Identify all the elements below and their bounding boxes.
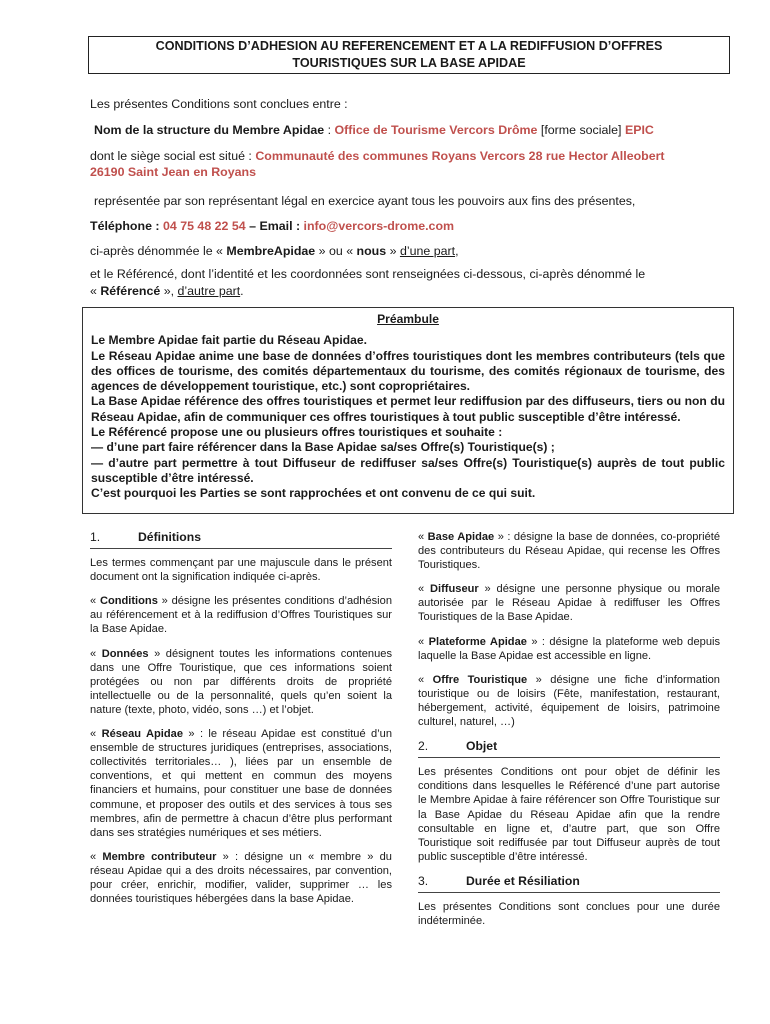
title-line-1: CONDITIONS D’ADHESION AU REFERENCEMENT ET A LA REDIFFUSION D’OFFRES <box>155 39 663 53</box>
preamble-p7: C’est pourquoi les Parties se sont rapprochées et ont convenu de ce qui suit. <box>91 486 536 501</box>
definition-text: » désigne une personne physique ou morale autorisée par le Réseau Apidae à rediffuser les Offres Touristiques de la Base Apidae. <box>418 583 720 624</box>
document-title <box>88 36 730 74</box>
phone-value: 04 75 48 22 54 <box>162 219 246 233</box>
preamble-p6: — d’autre part permettre à tout Diffuseur de rediffuser sa/ses Offre(s) Touristique(s) auprès de tout public susceptible d’être intéressé. <box>91 455 725 485</box>
member-name-value: Office de Tourisme Vercors Drôme <box>334 123 538 137</box>
definitions-intro: Les termes commençant par une majuscule dans le présent document ont la signification indiquée ci-après. <box>90 557 392 584</box>
referenced-end: . <box>240 284 244 298</box>
designation-post: » <box>386 244 400 258</box>
designation-part: d’une part <box>399 244 456 258</box>
definition-item: « Base Apidae » : désigne la base de données, co-propriété des contributeurs du Réseau Apidae, qui recense les Offres Touristiques. <box>418 531 720 572</box>
intro-text: Les présentes Conditions sont conclues entre : <box>90 97 348 111</box>
definition-text: » : désigne la base de données, co-propriété des contributeurs du Réseau Apidae, qui recense les Offres Touristiques. <box>418 531 720 572</box>
section-title: Définitions <box>138 530 201 544</box>
section-duree-heading <box>418 874 720 893</box>
referenced-part: d’autre part <box>177 284 241 298</box>
preamble-box <box>82 307 734 514</box>
referenced-pre: « <box>90 284 101 298</box>
represented-text: représentée par son représentant légal en exercice ayant tous les pouvoirs aux fins des présentes, <box>94 194 636 208</box>
left-column <box>90 530 392 916</box>
objet-text: Les présentes Conditions ont pour objet de définir les conditions dans lesquelles le Référencé d’une part autorise le Membre Apidae à faire référencer son Offre Touristique sur la Base Apidae du Réseau Apidae afin que la rendre consultable en ligne et, d’autre part, que son Offre Touristique soit rediffusée par tout Diffuseur auprès de tout public susceptible d’être intéressé. <box>418 766 720 863</box>
referenced-line-2 <box>90 283 244 299</box>
email-value: info@vercors-drome.com <box>303 219 455 233</box>
designation-mid: » ou « <box>315 244 357 258</box>
definition-item: « Offre Touristique » désigne une fiche d’information touristique ou de loisirs (Fête, manifestation, restaurant, hébergement, activité, équipement de loisirs, patrimoine culturel, naturel, …) <box>418 673 720 729</box>
designation-nous: nous <box>356 244 387 258</box>
definition-term: Données <box>101 647 149 660</box>
member-seat-line <box>90 148 665 164</box>
duree-text: Les présentes Conditions sont conclues pour une durée indéterminée. <box>418 900 720 928</box>
section-objet-heading <box>418 739 720 758</box>
member-seat-value-2: 26190 Saint Jean en Royans <box>90 165 256 179</box>
preamble-p4: Le Référencé propose une ou plusieurs offres touristiques et souhaite : <box>91 425 503 440</box>
referenced-mid: », <box>160 284 178 298</box>
referenced-line-1: et le Référencé, dont l’identité et les coordonnées sont renseignées ci-dessous, ci-après dénommé le <box>90 267 646 281</box>
preamble-p2: Le Réseau Apidae anime une base de données d’offres touristiques dont les membres contributeurs (tels que des offices de tourisme, des comités départementaux du tourisme, des comités régionaux de tourisme, des agences de développement touristique, etc.) sont copropriétaires. <box>91 348 725 394</box>
preamble-p5: — d’une part faire référencer dans la Base Apidae sa/ses Offre(s) Touristique(s) ; <box>91 440 555 455</box>
preamble-title: Préambule <box>377 312 439 326</box>
definition-term: Diffuseur <box>430 583 479 596</box>
designation-member: MembreApidae <box>226 244 316 258</box>
definition-text: » : désigne un « membre » du réseau Apidae qui a des droits nécessaires, par convention, pour créer, enrichir, modifier, valider, supprimer … les données touristiques hébergées dans la base Apidae. <box>90 850 392 906</box>
right-column <box>418 530 720 938</box>
definition-item: « Réseau Apidae » : le réseau Apidae est constitué d’un ensemble de structures juridiques (entreprises, associations, collectivités territoriales… ), liées par un ensemble de conventions, et qui mettent en commun des moyens financiers et humains, pour constituer une base de données commune, et proposer des outils et des services à tous ses membres, afin de permettre à chacun d’être plus performant dans ses stratégies numériques et ses métiers. <box>90 728 392 839</box>
definition-term: Réseau Apidae <box>101 728 183 741</box>
section-number: 2. <box>418 739 429 754</box>
title-line-2: TOURISTIQUES SUR LA BASE APIDAE <box>292 56 526 70</box>
member-name-label: Nom de la structure du Membre Apidae <box>94 123 325 137</box>
definition-term: Offre Touristique <box>432 673 528 686</box>
definition-text: » : le réseau Apidae est constitué d’un ensemble de structures juridiques (entreprises, associations, collectivités territoriales… ), liées par un ensemble de conventions, et qui mettent en commun des moyens financiers et humains, pour constituer une base de données commune, et proposer des outils et des services à tous ses membres, afin de permettre à chacun d’être plus performant dans ses stratégies numériques et ses métiers. <box>90 728 392 839</box>
definition-term: Conditions <box>99 595 158 608</box>
member-seat-line-2 <box>90 164 256 180</box>
definition-text: » désignent toutes les informations contenues dans une Offre Touristique, que ces informations soient protégées ou non par différents droits de propriété intellectuelle ou de la personnalité, quels qu’en soient la nature (texte, photo, vidéo, sons …) et l’objet. <box>90 647 392 716</box>
member-seat-label: dont le siège social est situé : <box>90 149 252 163</box>
referenced-bold: Référencé <box>100 284 161 298</box>
definition-text: » : désigne la plateforme web depuis laquelle la Base Apidae est accessible en ligne. <box>418 635 720 662</box>
definition-item: « Conditions » désigne les présentes conditions d’adhésion au référencement et à la rediffusion d’Offres Touristiques sur la Base Apidae. <box>90 595 392 636</box>
preamble-p3: La Base Apidae référence des offres touristiques et permet leur rediffusion par des diffuseurs, tiers ou non du Réseau Apidae, afin de communiquer ces offres touristiques à tout public susceptible d’être intéressé. <box>91 394 725 424</box>
preamble-p1: Le Membre Apidae fait partie du Réseau Apidae. <box>91 333 367 348</box>
definition-item: « Diffuseur » désigne une personne physique ou morale autorisée par le Réseau Apidae à rediffuser les Offres Touristiques de la Base Apidae. <box>418 583 720 624</box>
section-number: 3. <box>418 873 429 888</box>
section-title: Durée et Résiliation <box>466 873 580 888</box>
definition-term: Plateforme Apidae <box>428 635 527 648</box>
member-form-label: [forme sociale] <box>540 123 622 137</box>
definition-text: » désigne les présentes conditions d’adhésion au référencement et à la rediffusion d’Offres Touristiques sur la Base Apidae. <box>90 595 392 636</box>
section-number: 1. <box>90 530 101 544</box>
definition-item: « Membre contributeur » : désigne un « membre » du réseau Apidae qui a des droits nécessaires, par convention, pour créer, enrichir, modifier, valider, supprimer … les données touristiques hébergées dans la base Apidae. <box>90 850 392 906</box>
definition-item: « Données » désignent toutes les informations contenues dans une Offre Touristique, que ces informations soient protégées ou non par différents droits de propriété intellectuelle ou de la personnalité, quels qu’en soient la nature (texte, photo, vidéo, sons …) et l’objet. <box>90 647 392 716</box>
definition-term: Base Apidae <box>427 531 495 543</box>
section-definitions-heading <box>90 530 392 549</box>
contact-line <box>90 218 454 234</box>
designation-end: , <box>455 244 459 258</box>
member-form-value: EPIC <box>624 123 654 137</box>
email-label: – Email : <box>249 219 301 233</box>
designation-line <box>90 243 459 259</box>
section-title: Objet <box>466 739 498 754</box>
phone-label: Téléphone : <box>90 219 160 233</box>
designation-pre: ci-après dénommée le « <box>90 244 227 258</box>
member-name-line: Nom de la structure du Membre Apidae : Office de Tourisme Vercors Drôme [forme sociale] EPIC <box>94 123 654 137</box>
definition-item: « Plateforme Apidae » : désigne la plateforme web depuis laquelle la Base Apidae est accessible en ligne. <box>418 635 720 662</box>
member-seat-value-1: Communauté des communes Royans Vercors 28 rue Hector Alleobert <box>255 149 665 163</box>
definition-text: » désigne une fiche d’information touristique ou de loisirs (Fête, manifestation, restaurant, hébergement, activité, équipement de loisirs, patrimoine culturel, naturel, …) <box>418 673 720 729</box>
definition-term: Membre contributeur <box>102 850 217 863</box>
